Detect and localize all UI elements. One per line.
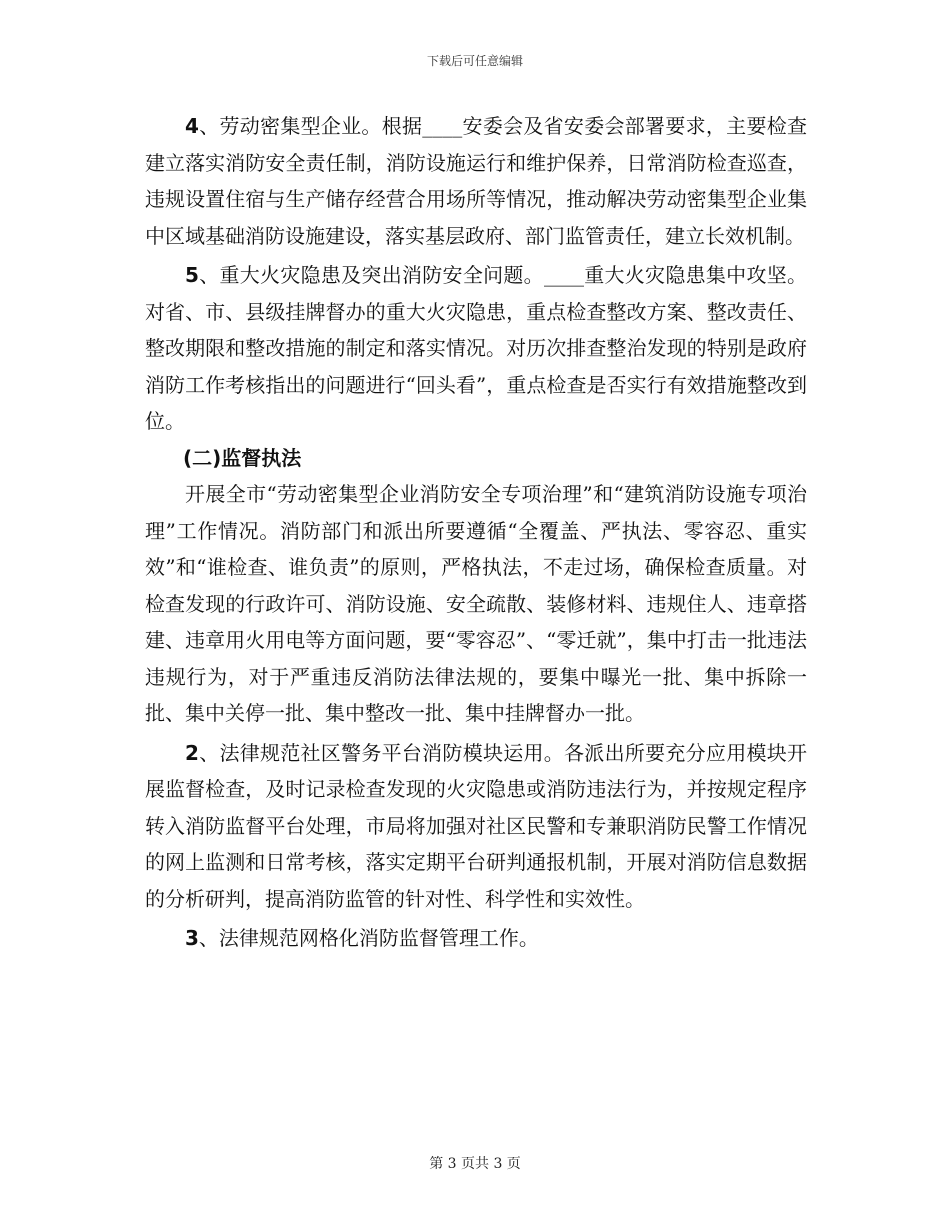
item-number: 5 [185, 263, 199, 287]
paragraph-item-2 [145, 735, 807, 918]
item-text: 、法律规范网格化消防监督管理工作。 [198, 926, 539, 950]
item-number: 2 [185, 740, 199, 765]
item-text: 、重大火灾隐患及突出消防安全问题。 [198, 263, 544, 287]
paragraph-item-3 [145, 920, 807, 957]
paragraph-item-4 [145, 108, 807, 254]
page-header: 下载后可任意编辑 [426, 54, 523, 68]
paragraph-enforcement: 开展全市“劳动密集型企业消防安全专项治理”和“建筑消防设施专项治理”工作情况。消防部门和派出所要遵循“全覆盖、严执法、零容忍、重实效”和“谁检查、谁负责”的原则，严格执法，不走过场，确保检查质量。对检查发现的行政许可、消防设施、安全疏散、装修材料、违规住人、违章搭建、违章用火用电等方面问题，要“零容忍”、“零迁就”，集中打击一批违法违规行为，对于严重违反消防法律法规的，要集中曝光一批、集中拆除一批、集中关停一批、集中整改一批、集中挂牌督办一批。 [145, 482, 807, 725]
blank-underline: ____ [422, 114, 463, 138]
item-text: 、法律规范社区警务平台消防模块运用。各派出所要充分应用模块开展监督检查，及时记录检查发现的火灾隐患或消防违法行为，并按规定程序转入消防监督平台处理，市局将加强对社区民警和专兼职消防民警工作情况的网上监测和日常考核，落实定期平台研判通报机制，开展对消防信息数据的分析研判，提高消防监管的针对性、科学性和实效性。 [145, 740, 807, 911]
blank-underline: ____ [543, 263, 584, 287]
document-body [145, 108, 807, 957]
section-heading: (二)监督执法 [183, 445, 302, 470]
item-text: 安委会及省安委会部署要求，主要检查建立落实消防安全责任制，消防设施运行和维护保养，日常消防检查巡查，违规设置住宿与生产储存经营合用场所等情况，推动解决劳动密集型企业集中区域基础消防设施建设，落实基层政府、部门监管责任，建立长效机制。 [145, 114, 808, 248]
item-number: 3 [185, 926, 199, 950]
item-number: 4 [185, 114, 199, 138]
page-footer: 第 3 页共 3 页 [429, 1156, 521, 1172]
paragraph-item-5 [145, 257, 807, 440]
item-text: 重大火灾隐患集中攻坚。对省、市、县级挂牌督办的重大火灾隐患，重点检查整改方案、整改责任、整改期限和整改措施的制定和落实情况。对历次排查整治发现的特别是政府消防工作考核指出的问题进行“回头看”，重点检查是否实行有效措施整改到位。 [145, 263, 808, 433]
item-text: 、劳动密集型企业。根据 [198, 114, 423, 138]
